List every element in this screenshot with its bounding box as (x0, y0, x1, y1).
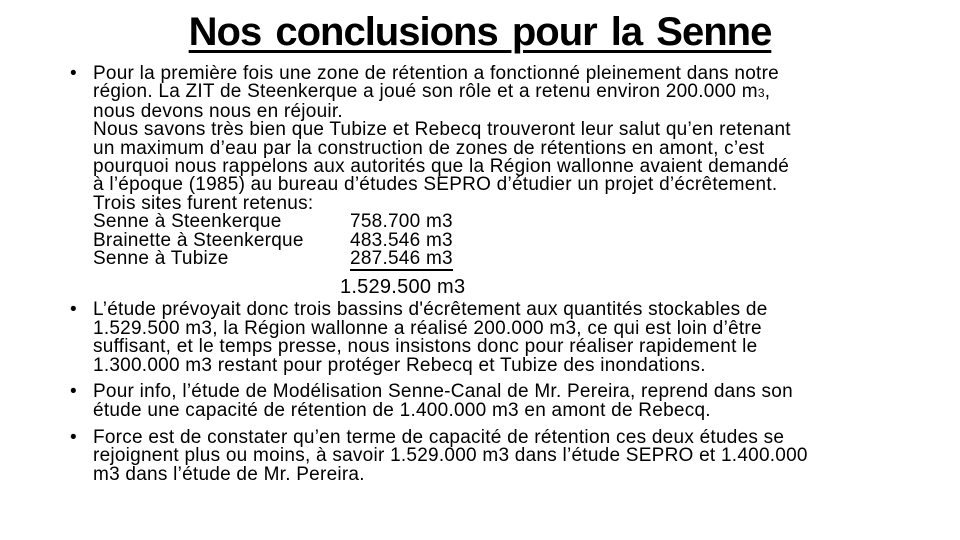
bullet-item-3 (70, 383, 915, 420)
text-line: Pour la première fois une zone de rétention a fonctionné pleinement dans notre (93, 63, 779, 84)
text-line: nous devons nous en réjouir. (93, 100, 343, 122)
text-line: étude une capacité de rétention de 1.400.000 m3 en amont de Rebecq. (93, 399, 711, 421)
text-line: Force est de constater qu’en terme de capacité de rétention ces deux études se (93, 426, 785, 448)
text-line: pourquoi nous rappelons aux autorités que la Région wallonne avaient demandé (93, 156, 790, 178)
bullet-1-text (93, 65, 915, 298)
bullet-marker: • (70, 381, 77, 403)
text-line: 1.529.500 m3, la Région wallonne a réalisé 200.000 m3, ce qui est loin d’être (93, 317, 762, 339)
bullet-3-text (93, 383, 915, 420)
m3-subscript: 3 (757, 86, 765, 101)
bullet-4-text (93, 426, 915, 485)
bullet-marker: • (70, 63, 77, 84)
text-line: m3 dans l’étude de Mr. Pereira. (93, 463, 365, 485)
bullet-item-1 (70, 65, 915, 298)
site-name: Brainette à Steenkerque (93, 229, 304, 251)
text-line: un maximum d’eau par la construction de zones de rétentions en amont, c’est (93, 137, 765, 159)
bullet-item-4 (70, 426, 915, 485)
text-line: L’étude prévoyait donc trois bassins d'écrêtement aux quantités stockables de (93, 299, 768, 321)
text-line: à l’époque (1985) au bureau d’études SEPRO d’étudier un projet d’écrêtement. (93, 174, 778, 196)
text-line: suffisant, et le temps presse, nous insistons donc pour réaliser rapidement le (93, 336, 758, 358)
text-line (93, 83, 915, 102)
site-name: Senne à Tubize (93, 248, 229, 270)
site-volume: 758.700 m3 (350, 211, 453, 233)
slide-body (70, 65, 915, 484)
site-name: Senne à Steenkerque (93, 211, 282, 233)
table-row (93, 213, 915, 231)
bullet-2-text (93, 301, 915, 375)
bullet-marker: • (70, 426, 77, 448)
slide-title (0, 0, 960, 53)
text-line: rejoignent plus ou moins, à savoir 1.529.000 m3 dans l’étude SEPRO et 1.400.000 (93, 445, 808, 467)
site-volume: 483.546 m3 (350, 229, 453, 251)
text-line: Trois sites furent retenus: (93, 192, 314, 214)
retention-sites-table (93, 213, 915, 298)
total-volume: 1.529.500 m3 (340, 276, 466, 299)
text-line: Nous savons très bien que Tubize et Rebecq trouveront leur salut qu’en retenant (93, 119, 791, 141)
text-line: Pour info, l’étude de Modélisation Senne-Canal de Mr. Pereira, reprend dans son (93, 381, 793, 403)
table-row (93, 250, 915, 271)
text-line: 1.300.000 m3 restant pour protéger Rebecq et Tubize des inondations. (93, 354, 706, 376)
text-segment: région. La ZIT de Steenkerque a joué son rôle et a retenu environ 200.000 m (93, 81, 758, 103)
bullet-item-2 (70, 301, 915, 375)
site-volume: 287.546 m3 (350, 250, 453, 271)
slide-title-text: Nos conclusions pour la Senne (188, 10, 772, 54)
bullet-marker: • (70, 299, 77, 321)
text-segment: , (764, 81, 771, 103)
